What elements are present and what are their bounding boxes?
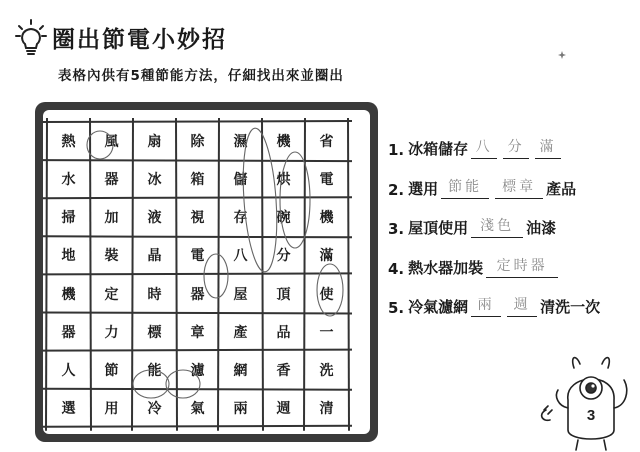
grid-cell: 扇 <box>147 134 162 151</box>
grid-cell: 標 <box>147 324 162 341</box>
grid-cell: 器 <box>190 286 205 303</box>
question-number: 5. <box>388 299 405 317</box>
handwritten-answer: 節能 <box>448 178 483 195</box>
grid-cell: 機 <box>319 210 334 227</box>
grid-cell: 機 <box>61 286 76 303</box>
grid-cell: 滿 <box>319 248 334 265</box>
grid-cell: 濕 <box>233 134 248 151</box>
grid-cell: 存 <box>233 210 248 227</box>
grid-cell: 電 <box>190 248 205 265</box>
grid-cell: 人 <box>61 362 76 379</box>
grid-cell: 頂 <box>276 286 291 303</box>
answer-blank[interactable] <box>503 138 529 159</box>
grid-cell: 水 <box>61 172 76 189</box>
handwritten-answer: 分 <box>507 139 525 155</box>
grid-cell: 液 <box>147 210 162 227</box>
mascot-number: 3 <box>586 407 596 424</box>
handwritten-answer: 兩 <box>477 297 495 313</box>
question-4 <box>388 257 561 278</box>
grid-cell: 八 <box>233 248 248 265</box>
question-3 <box>388 217 556 238</box>
grid-cell: 裝 <box>104 248 119 265</box>
grid-cell: 時 <box>147 286 162 303</box>
instruction-text: 表格內供有5種節能方法，仔細找出來並圈出 <box>58 68 344 84</box>
word-grid <box>47 122 348 427</box>
question-prefix: 屋頂使用 <box>408 219 469 237</box>
grid-cell: 洗 <box>319 362 334 379</box>
grid-cell: 品 <box>276 324 291 341</box>
grid-cell: 定 <box>104 286 119 303</box>
answer-blank[interactable] <box>495 178 543 199</box>
grid-cell: 章 <box>190 324 205 341</box>
question-number: 2. <box>388 180 405 199</box>
grid-cell: 選 <box>61 400 76 417</box>
answer-blank[interactable] <box>507 296 537 317</box>
answer-blank[interactable] <box>535 138 561 159</box>
question-5 <box>388 296 600 317</box>
page-title: 圈出節電小妙招 <box>52 26 227 53</box>
grid-cell: 力 <box>104 324 119 341</box>
grid-cell: 晶 <box>147 248 162 265</box>
question-prefix: 冷氣濾網 <box>408 298 469 316</box>
grid-cell: 風 <box>104 134 119 151</box>
answer-blank[interactable] <box>471 138 497 159</box>
grid-cell: 熱 <box>61 134 76 151</box>
question-2 <box>388 178 576 199</box>
grid-cell: 節 <box>104 362 119 379</box>
grid-cell: 省 <box>319 134 334 151</box>
grid-cell: 器 <box>61 324 76 341</box>
grid-cell: 除 <box>190 134 205 151</box>
grid-cell: 產 <box>233 324 248 341</box>
grid-cell: 兩 <box>233 400 248 417</box>
mascot-monster-icon <box>540 350 640 452</box>
grid-cell: 加 <box>104 210 119 227</box>
grid-cell: 濾 <box>190 362 205 379</box>
grid-cell: 清 <box>319 400 334 417</box>
handwritten-answer: 標章 <box>502 178 537 195</box>
grid-cell: 一 <box>319 324 334 341</box>
grid-cell: 機 <box>276 134 291 151</box>
grid-cell: 香 <box>276 362 291 379</box>
grid-cell: 使 <box>319 286 334 303</box>
question-number: 4. <box>388 259 405 278</box>
grid-cell: 碗 <box>276 210 291 227</box>
grid-cell: 用 <box>104 400 119 417</box>
grid-cell: 週 <box>276 400 291 417</box>
grid-cell: 冷 <box>147 400 162 417</box>
handwritten-answer: 淺色 <box>480 218 515 234</box>
question-suffix: 油漆 <box>526 219 557 237</box>
handwritten-answer: 定時器 <box>496 257 548 274</box>
grid-cell: 氣 <box>190 400 205 417</box>
grid-cell: 烘 <box>276 172 291 189</box>
grid-cell: 視 <box>190 210 205 227</box>
handwritten-answer: 週 <box>513 297 531 313</box>
question-suffix: 清洗一次 <box>540 298 601 316</box>
grid-cell: 掃 <box>61 210 76 227</box>
answer-blank[interactable] <box>471 217 523 238</box>
grid-cell: 電 <box>319 172 334 189</box>
question-prefix: 冰箱儲存 <box>408 140 469 158</box>
answer-blank[interactable] <box>471 296 501 317</box>
handwritten-answer: 滿 <box>539 139 557 155</box>
question-prefix: 選用 <box>408 179 439 198</box>
handwritten-answer: 八 <box>475 139 493 155</box>
grid-cell: 能 <box>147 362 162 379</box>
grid-cell: 器 <box>104 172 119 189</box>
answer-blank[interactable] <box>486 257 558 278</box>
grid-cell: 分 <box>276 248 291 265</box>
grid-cell: 箱 <box>190 172 205 189</box>
question-prefix: 熱水器加裝 <box>408 258 484 277</box>
question-suffix: 產品 <box>546 179 577 198</box>
answer-blank[interactable] <box>441 178 489 199</box>
grid-cell: 網 <box>233 362 248 379</box>
grid-cell: 儲 <box>233 172 248 189</box>
grid-cell: 地 <box>61 248 76 265</box>
question-number: 1. <box>388 141 405 159</box>
question-number: 3. <box>388 220 405 238</box>
question-1 <box>388 138 564 159</box>
grid-cell: 屋 <box>233 286 248 303</box>
grid-cell: 冰 <box>147 172 162 189</box>
